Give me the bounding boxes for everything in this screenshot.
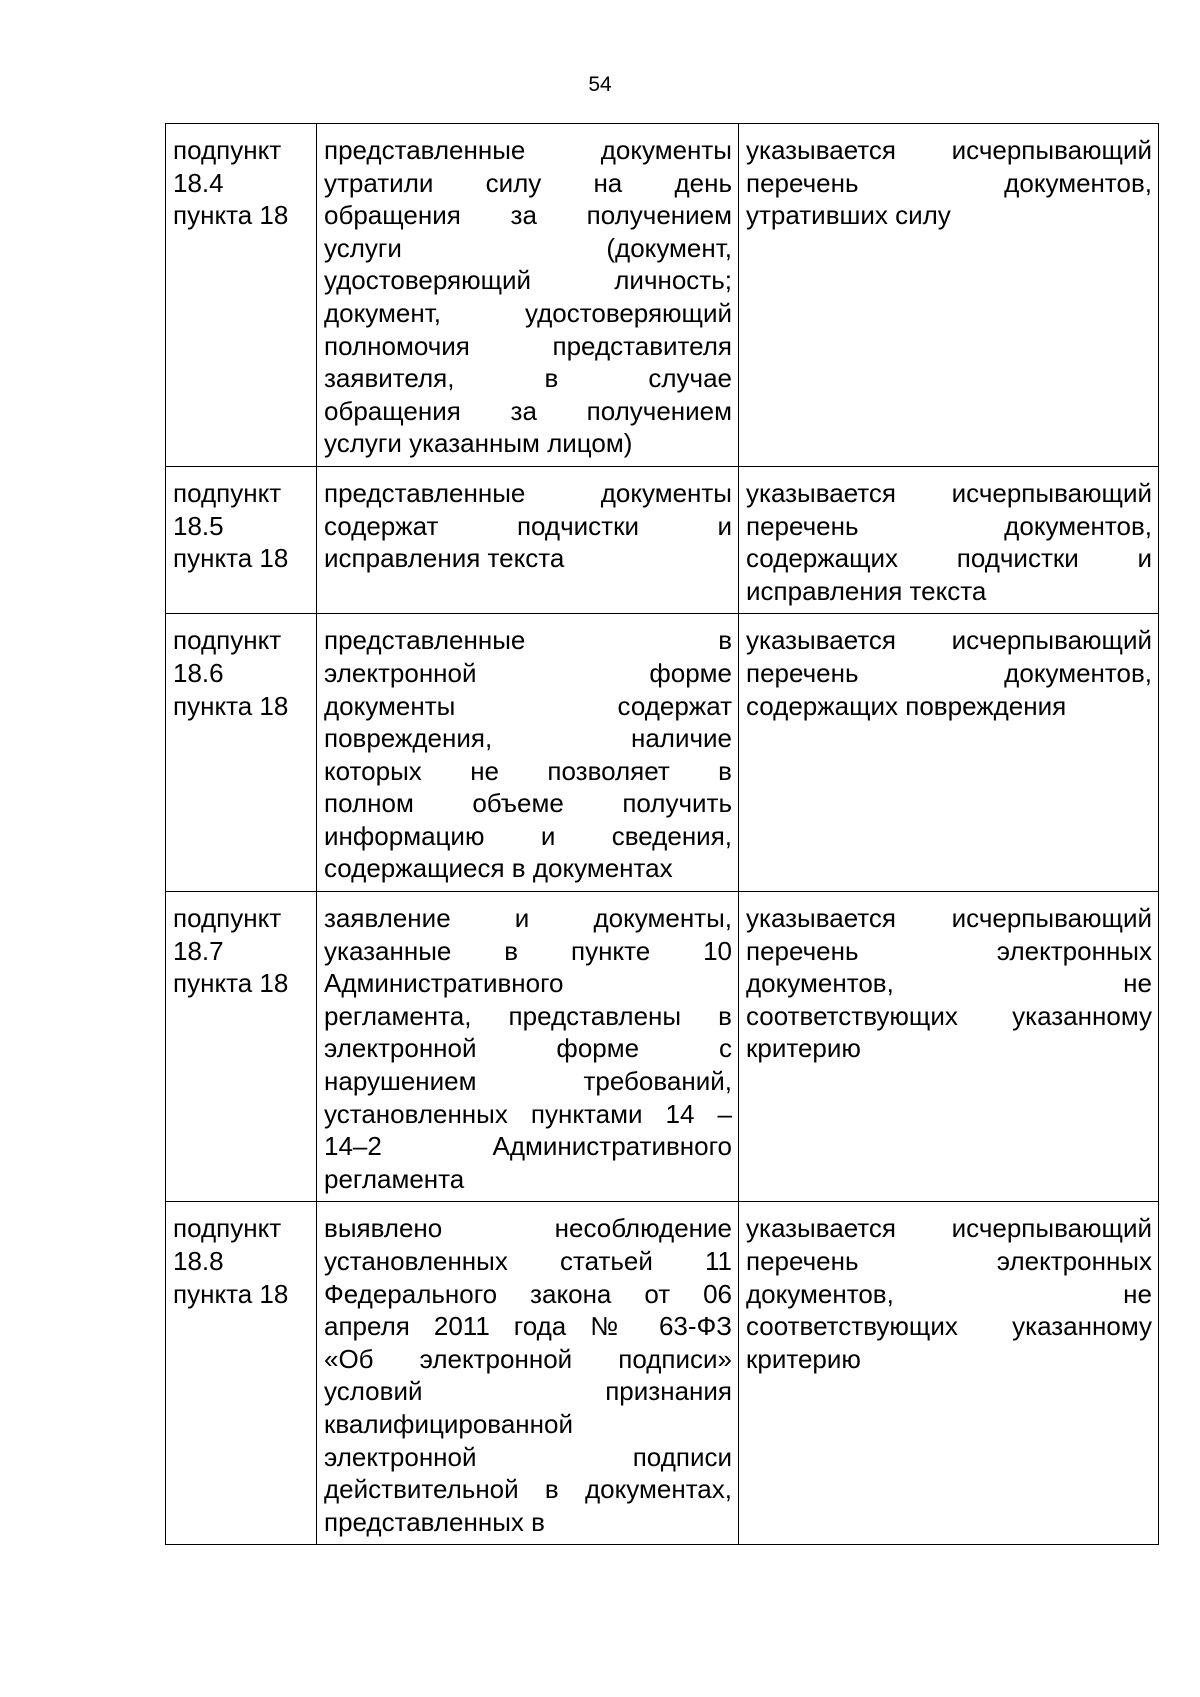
cell-text-line: заявление и документы, <box>324 903 732 934</box>
cell-text-line: документов, не <box>746 968 1152 999</box>
explanation-cell <box>739 892 1159 1202</box>
cell-text-line: полномочия представителя <box>324 330 732 361</box>
table-row <box>166 466 1159 613</box>
cell-text-line: 18.4 <box>173 167 224 198</box>
cell-text-line: критерию <box>746 1343 861 1374</box>
cell-text-line: представленные документы <box>324 477 732 508</box>
table-row <box>166 1202 1159 1545</box>
table-row <box>166 124 1159 467</box>
cell-text-line: утратили силу на день <box>324 167 732 198</box>
cell-text-line: содержат подчистки и <box>324 510 732 541</box>
explanation-cell <box>739 124 1159 467</box>
refusal-ground-cell <box>317 892 739 1202</box>
cell-text-line: 18.5 <box>173 510 224 541</box>
cell-text-line: пункта 18 <box>173 690 289 721</box>
cell-text-line: услуги (документ, <box>324 232 732 263</box>
explanation-cell <box>739 614 1159 892</box>
cell-text-line: указанные в пункте 10 <box>324 935 732 966</box>
cell-text-line: подпункт <box>173 135 282 165</box>
cell-text-line: пункта 18 <box>173 543 289 574</box>
cell-text-line: услуги указанным лицом) <box>324 428 633 459</box>
cell-text-line: документов, не <box>746 1278 1152 1309</box>
cell-text-line: Административного <box>324 968 564 999</box>
cell-text-line: регламента <box>324 1163 465 1194</box>
cell-text-line: полном объеме получить <box>324 788 732 819</box>
cell-text-line: указывается исчерпывающий <box>746 477 1152 508</box>
cell-text-line: перечень документов, <box>746 510 1152 541</box>
clause-reference-cell <box>166 124 317 467</box>
cell-text-line: документ, удостоверяющий <box>324 297 732 328</box>
refusal-ground-cell <box>317 1202 739 1545</box>
cell-text-line: подпункт <box>173 903 282 934</box>
cell-text-line: квалифицированной <box>324 1408 573 1439</box>
cell-text-line: информацию и сведения, <box>324 820 732 851</box>
cell-text-line: обращения за получением <box>324 200 732 231</box>
cell-text-line: перечень электронных <box>746 1246 1152 1276</box>
cell-text-line: перечень документов, <box>746 657 1152 688</box>
table-body <box>166 124 1159 1545</box>
explanation-cell <box>739 1202 1159 1545</box>
document-table <box>165 123 1159 1545</box>
cell-text-line: заявителя, в случае <box>324 363 732 394</box>
refusal-ground-cell <box>317 124 739 467</box>
cell-text-line: 18.8 <box>173 1246 224 1276</box>
page-number: 54 <box>588 73 612 96</box>
clause-reference-cell <box>166 466 317 613</box>
cell-text-line: указывается исчерпывающий <box>746 135 1152 165</box>
cell-text-line: апреля 2011 года № 63-ФЗ <box>324 1311 732 1342</box>
cell-text-line: перечень документов, <box>746 167 1152 198</box>
cell-text-line: указывается исчерпывающий <box>746 1213 1152 1244</box>
cell-text-line: 14–2 Административного <box>324 1131 732 1162</box>
cell-text-line: электронной форме <box>324 657 732 688</box>
refusal-ground-cell <box>317 466 739 613</box>
cell-text-line: нарушением требований, <box>324 1066 732 1097</box>
cell-text-line: представленные в <box>324 625 732 656</box>
cell-text-line: удостоверяющий личность; <box>324 265 732 296</box>
cell-text-line: подпункт <box>173 625 282 656</box>
cell-text-line: пункта 18 <box>173 1278 289 1309</box>
cell-text-line: пункта 18 <box>173 968 289 999</box>
cell-text-line: условий признания <box>324 1376 732 1407</box>
cell-text-line: представленные документы <box>324 135 732 165</box>
cell-text-line: указывается исчерпывающий <box>746 903 1152 934</box>
cell-text-line: 18.7 <box>173 935 224 966</box>
refusal-ground-cell <box>317 614 739 892</box>
cell-text-line: содержащих подчистки и <box>746 543 1152 574</box>
cell-text-line: регламента, представлены в <box>324 1000 732 1031</box>
cell-text-line: установленных пунктами 14 – <box>324 1098 732 1129</box>
cell-text-line: документы содержат <box>324 690 732 721</box>
cell-text-line: подпункт <box>173 477 282 508</box>
cell-text-line: действительной в документах, <box>324 1474 732 1505</box>
cell-text-line: содержащих повреждения <box>746 690 1067 721</box>
explanation-cell <box>739 466 1159 613</box>
cell-text-line: подпункт <box>173 1213 282 1244</box>
cell-text-line: критерию <box>746 1033 861 1064</box>
table-row <box>166 614 1159 892</box>
cell-text-line: 18.6 <box>173 657 224 688</box>
cell-text-line: утративших силу <box>746 200 951 231</box>
cell-text-line: «Об электронной подписи» <box>324 1343 732 1374</box>
cell-text-line: электронной форме с <box>324 1033 732 1064</box>
cell-text-line: исправления текста <box>746 575 987 606</box>
cell-text-line: Федерального закона от 06 <box>324 1278 732 1309</box>
cell-text-line: исправления текста <box>324 543 565 574</box>
cell-text-line: содержащиеся в документах <box>324 853 673 884</box>
cell-text-line: повреждения, наличие <box>324 723 732 754</box>
cell-text-line: электронной подписи <box>324 1441 732 1472</box>
cell-text-line: обращения за получением <box>324 395 732 426</box>
cell-text-line: выявлено несоблюдение <box>324 1213 732 1244</box>
clause-reference-cell <box>166 614 317 892</box>
cell-text-line: соответствующих указанному <box>746 1311 1152 1342</box>
cell-text-line: пункта 18 <box>173 200 289 231</box>
cell-text-line: указывается исчерпывающий <box>746 625 1152 656</box>
cell-text-line: которых не позволяет в <box>324 755 732 786</box>
clause-reference-cell <box>166 1202 317 1545</box>
cell-text-line: перечень электронных <box>746 935 1152 966</box>
cell-text-line: соответствующих указанному <box>746 1000 1152 1031</box>
cell-text-line: установленных статьей 11 <box>324 1246 732 1276</box>
table-row <box>166 892 1159 1202</box>
cell-text-line: представленных в <box>324 1506 545 1537</box>
clause-reference-cell <box>166 892 317 1202</box>
